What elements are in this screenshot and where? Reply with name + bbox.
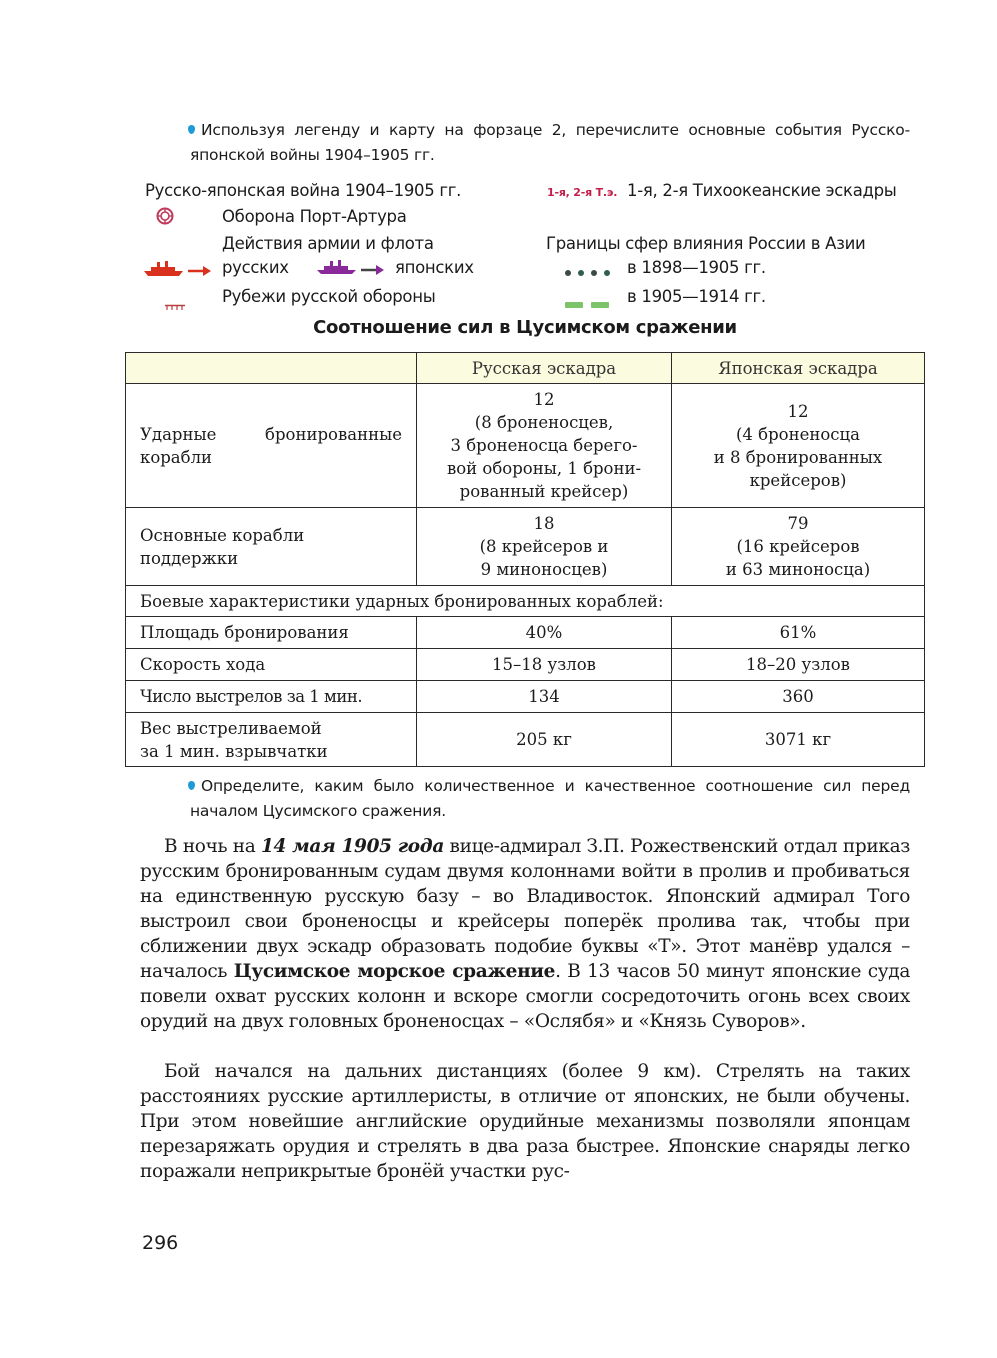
cell-line: (4 броненосца [736, 424, 860, 444]
text-run: В ночь на [164, 836, 261, 857]
table-row [126, 384, 925, 508]
cell-line: 9 миноносцев) [480, 560, 608, 579]
cell-line: рованный крейсер) [459, 482, 629, 501]
cell-line: и 8 бронированных [713, 447, 883, 467]
table-row [126, 508, 925, 586]
row-label [126, 384, 417, 508]
cell-russian: 40% [417, 617, 672, 649]
table-row [126, 649, 925, 681]
row-label-line: за 1 мин. взрывчатки [140, 741, 328, 761]
legend-actions-heading: Действия армии и флота [222, 234, 434, 253]
body-paragraph-2 [140, 1059, 910, 1184]
header-japanese: Японская эскадра [672, 353, 925, 384]
cell-japanese: 61% [672, 617, 925, 649]
legend-defense-lines: Рубежи русской обороны [222, 287, 436, 306]
squadron-marker-icon: 1-я, 2-я Т.э. [547, 186, 618, 199]
forces-table [125, 352, 925, 767]
cell-russian: 15–18 узлов [417, 649, 672, 681]
dashed-green-border-icon [563, 294, 613, 313]
cell-japanese: 360 [672, 681, 925, 713]
legend-sphere-1898: в 1898—1905 гг. [627, 258, 766, 277]
table-row [126, 713, 925, 767]
text-run: . В 13 часов 50 минут японские суда повели охват русских колонн и вскоре смогли сосредоточить огонь всех своих орудий на двух головных броненосцах – «Ослябя» и «Князь Суворов». [140, 961, 910, 1032]
page-number: 296 [142, 1232, 179, 1254]
table-title: Соотношение сил в Цусимском сражении [313, 317, 737, 338]
question-task-2 [190, 774, 910, 824]
blue-bullet-icon [188, 781, 195, 790]
term-emphasis: Цусимское морское сражение [233, 961, 556, 982]
date-emphasis: 14 мая 1905 года [260, 836, 444, 857]
cell-line: 12 [533, 390, 555, 409]
cell-japanese: 18–20 узлов [672, 649, 925, 681]
dotted-border-icon [563, 263, 613, 282]
cell-line: 18 [533, 514, 555, 533]
legend-spheres-heading: Границы сфер влияния России в Азии [546, 234, 866, 253]
cell-japanese [672, 508, 925, 586]
table-row [126, 617, 925, 649]
cell-line: крейсеров) [749, 470, 847, 490]
legend-japanese: японских [395, 258, 474, 277]
red-ship-arrow-icon [143, 259, 213, 281]
cell-russian: 205 кг [417, 713, 672, 767]
question-task-1 [190, 118, 910, 168]
cell-line: и 63 миноносца) [725, 560, 871, 579]
row-label: Площадь бронирования [126, 617, 417, 649]
row-label-text: Ударные бронированные корабли [140, 424, 402, 467]
paragraph-text: Бой начался на дальних дистанциях (более 9 км). Стрелять на таких расстояниях русские артиллеристы, в отличие от японских, не были обучены. При этом новейшие английские орудийные механизмы позволяли японцам перезаряжать орудия и стрелять в два раза быстрее. Японские снаряды легко поражали неприкрытые бронёй участки рус- [140, 1061, 910, 1182]
row-label: Скорость хода [126, 649, 417, 681]
row-label [126, 508, 417, 586]
legend-title: Русско-японская война 1904–1905 гг. [145, 181, 462, 200]
table-row [126, 681, 925, 713]
cell-line: (8 крейсеров и [479, 537, 609, 556]
fortress-ring-icon [156, 207, 174, 229]
defense-line-icon [164, 297, 186, 316]
legend-squadrons: 1-я, 2-я Тихоокеанские эскадры [627, 181, 897, 200]
task-1-text: Используя легенду и карту на форзаце 2, перечислите основные события Русско-японской войны 1904–1905 гг. [190, 121, 910, 164]
blue-bullet-icon [188, 125, 195, 134]
cell-japanese: 3071 кг [672, 713, 925, 767]
row-label: Число выстрелов за 1 мин. [126, 681, 417, 713]
table-header-row [126, 353, 925, 384]
cell-line: 79 [787, 514, 809, 533]
section-label: Боевые характеристики ударных бронированных кораблей: [126, 586, 925, 617]
legend-russian: русских [222, 258, 289, 277]
legend-sphere-1905: в 1905—1914 гг. [627, 287, 766, 306]
cell-line: 3 броненосца берего- [450, 436, 638, 455]
header-russian: Русская эскадра [417, 353, 672, 384]
row-label-line: Вес выстреливаемой [140, 718, 322, 738]
cell-japanese [672, 384, 925, 508]
row-label [126, 713, 417, 767]
header-empty [126, 353, 417, 384]
cell-line: вой обороны, 1 брони- [446, 459, 642, 478]
cell-line: 12 [787, 401, 809, 421]
cell-russian [417, 508, 672, 586]
row-label-text: Основные корабли поддержки [140, 525, 305, 568]
cell-line: (8 броненосцев, [474, 413, 614, 432]
text-run: вице-адмирал З.П. Рожественский отдал приказ русским бронированным судам двумя колоннами войти в пролив и пробиваться на единственную русскую базу – во Владивосток. Японский адмирал Того выстроил свои броненосцы и крейсеры поперёк пролива так, чтобы при сближении двух эскадр образовать подобие буквы «Т». Этот манёвр удался – началось [140, 836, 910, 982]
task-2-text: Определите, каким было количественное и качественное соотношение сил перед началом Цусимского сражения. [190, 777, 910, 820]
table-section-row [126, 586, 925, 617]
purple-ship-arrow-icon [316, 258, 386, 280]
cell-russian [417, 384, 672, 508]
body-paragraph-1 [140, 834, 910, 1034]
cell-russian: 134 [417, 681, 672, 713]
cell-line: (16 крейсеров [736, 537, 860, 556]
legend-port-arthur: Оборона Порт-Артура [222, 207, 407, 226]
